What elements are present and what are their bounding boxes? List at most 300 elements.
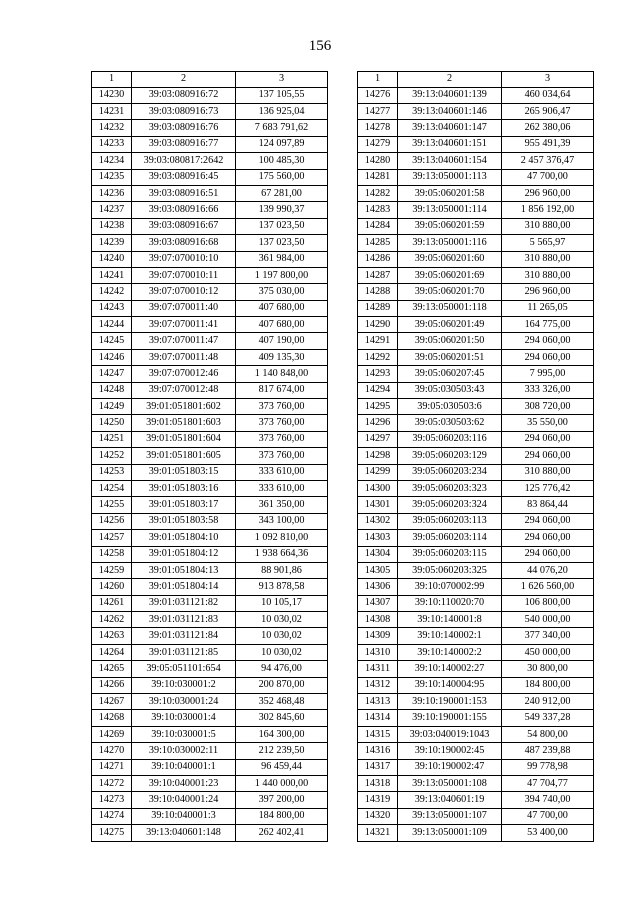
row-number-cell: 14316: [358, 743, 398, 759]
value-cell: 83 864,44: [502, 497, 594, 513]
row-number-cell: 14302: [358, 513, 398, 529]
cadastral-number-cell: 39:10:030001:5: [132, 726, 236, 742]
value-cell: 1 140 848,00: [236, 366, 328, 382]
row-number-cell: 14251: [92, 431, 132, 447]
table-row: [358, 120, 594, 136]
cadastral-number-cell: 39:03:080916:67: [132, 218, 236, 234]
table-row: [92, 513, 328, 529]
row-number-cell: 14304: [358, 546, 398, 562]
value-cell: 10 030,02: [236, 628, 328, 644]
row-number-cell: 14311: [358, 661, 398, 677]
cadastral-number-cell: 39:10:030001:2: [132, 677, 236, 693]
cadastral-number-cell: 39:13:050001:116: [398, 235, 502, 251]
value-cell: 373 760,00: [236, 415, 328, 431]
cadastral-number-cell: 39:05:030503:62: [398, 415, 502, 431]
cadastral-number-cell: 39:05:030503:43: [398, 382, 502, 398]
register-table-left: [91, 71, 328, 842]
table-row: [358, 562, 594, 578]
cadastral-number-cell: 39:13:040601:154: [398, 153, 502, 169]
value-cell: 450 000,00: [502, 644, 594, 660]
row-number-cell: 14238: [92, 218, 132, 234]
row-number-cell: 14256: [92, 513, 132, 529]
table-row: [358, 349, 594, 365]
cadastral-number-cell: 39:01:051803:17: [132, 497, 236, 513]
row-number-cell: 14278: [358, 120, 398, 136]
cadastral-number-cell: 39:13:050001:118: [398, 300, 502, 316]
value-cell: 7 683 791,62: [236, 120, 328, 136]
cadastral-number-cell: 39:05:060201:50: [398, 333, 502, 349]
cadastral-number-cell: 39:10:110020:70: [398, 595, 502, 611]
cadastral-number-cell: 39:10:140002:1: [398, 628, 502, 644]
row-number-cell: 14276: [358, 87, 398, 103]
cadastral-number-cell: 39:03:080817:2642: [132, 153, 236, 169]
cadastral-number-cell: 39:01:051803:15: [132, 464, 236, 480]
table-row: [358, 235, 594, 251]
row-number-cell: 14249: [92, 399, 132, 415]
table-row: [92, 103, 328, 119]
row-number-cell: 14314: [358, 710, 398, 726]
cadastral-number-cell: 39:03:080916:68: [132, 235, 236, 251]
cadastral-number-cell: 39:05:060203:115: [398, 546, 502, 562]
table-row: [92, 169, 328, 185]
table-row: [92, 792, 328, 808]
value-cell: 373 760,00: [236, 431, 328, 447]
table-row: [358, 513, 594, 529]
table-row: [92, 759, 328, 775]
table-row: [92, 218, 328, 234]
value-cell: 1 856 192,00: [502, 202, 594, 218]
table-row: [92, 399, 328, 415]
table-row: [358, 464, 594, 480]
cadastral-number-cell: 39:05:060203:324: [398, 497, 502, 513]
value-cell: 1 626 560,00: [502, 579, 594, 595]
row-number-cell: 14277: [358, 103, 398, 119]
row-number-cell: 14306: [358, 579, 398, 595]
row-number-cell: 14300: [358, 480, 398, 496]
row-number-cell: 14236: [92, 185, 132, 201]
value-cell: 294 060,00: [502, 513, 594, 529]
cadastral-number-cell: 39:05:060201:59: [398, 218, 502, 234]
value-cell: 817 674,00: [236, 382, 328, 398]
row-number-cell: 14237: [92, 202, 132, 218]
value-cell: 310 880,00: [502, 267, 594, 283]
row-number-cell: 14287: [358, 267, 398, 283]
value-cell: 124 097,89: [236, 136, 328, 152]
value-cell: 333 326,00: [502, 382, 594, 398]
table-row: [92, 366, 328, 382]
cadastral-number-cell: 39:13:040601:19: [398, 792, 502, 808]
table-row: [358, 694, 594, 710]
table-row: [358, 284, 594, 300]
table-row: [92, 415, 328, 431]
table-row: [92, 694, 328, 710]
cadastral-number-cell: 39:03:080916:77: [132, 136, 236, 152]
cadastral-number-cell: 39:13:040601:151: [398, 136, 502, 152]
column-header: 1: [92, 72, 132, 88]
table-row: [92, 267, 328, 283]
cadastral-number-cell: 39:10:140002:27: [398, 661, 502, 677]
table-row: [92, 825, 328, 841]
value-cell: 164 300,00: [236, 726, 328, 742]
table-row: [358, 661, 594, 677]
value-cell: 460 034,64: [502, 87, 594, 103]
cadastral-number-cell: 39:10:190002:47: [398, 759, 502, 775]
cadastral-number-cell: 39:07:070011:40: [132, 300, 236, 316]
cadastral-number-cell: 39:10:070002:99: [398, 579, 502, 595]
row-number-cell: 14246: [92, 349, 132, 365]
value-cell: 361 350,00: [236, 497, 328, 513]
cadastral-number-cell: 39:03:080916:66: [132, 202, 236, 218]
row-number-cell: 14290: [358, 317, 398, 333]
table-row: [358, 825, 594, 841]
row-number-cell: 14254: [92, 480, 132, 496]
value-cell: 137 105,55: [236, 87, 328, 103]
table-row: [92, 382, 328, 398]
row-number-cell: 14257: [92, 530, 132, 546]
table-row: [358, 480, 594, 496]
table-row: [92, 136, 328, 152]
cadastral-number-cell: 39:07:070012:48: [132, 382, 236, 398]
table-row: [358, 579, 594, 595]
cadastral-number-cell: 39:10:140002:2: [398, 644, 502, 660]
table-row: [92, 235, 328, 251]
table-row: [92, 153, 328, 169]
row-number-cell: 14272: [92, 776, 132, 792]
row-number-cell: 14250: [92, 415, 132, 431]
value-cell: 240 912,00: [502, 694, 594, 710]
table-row: [92, 333, 328, 349]
row-number-cell: 14281: [358, 169, 398, 185]
table-row: [92, 317, 328, 333]
value-cell: 296 960,00: [502, 185, 594, 201]
value-cell: 343 100,00: [236, 513, 328, 529]
value-cell: 7 995,00: [502, 366, 594, 382]
row-number-cell: 14259: [92, 562, 132, 578]
cadastral-number-cell: 39:07:070010:10: [132, 251, 236, 267]
value-cell: 10 030,02: [236, 612, 328, 628]
cadastral-number-cell: 39:01:031121:85: [132, 644, 236, 660]
value-cell: 407 680,00: [236, 317, 328, 333]
value-cell: 310 880,00: [502, 464, 594, 480]
value-cell: 10 105,17: [236, 595, 328, 611]
table-row: [92, 87, 328, 103]
cadastral-number-cell: 39:05:060203:323: [398, 480, 502, 496]
table-row: [358, 792, 594, 808]
table-row: [358, 743, 594, 759]
table-header-row: [92, 72, 328, 88]
cadastral-number-cell: 39:10:140001:8: [398, 612, 502, 628]
row-number-cell: 14255: [92, 497, 132, 513]
table-row: [358, 251, 594, 267]
row-number-cell: 14282: [358, 185, 398, 201]
row-number-cell: 14241: [92, 267, 132, 283]
value-cell: 1 092 810,00: [236, 530, 328, 546]
table-row: [92, 808, 328, 824]
row-number-cell: 14271: [92, 759, 132, 775]
cadastral-number-cell: 39:01:031121:83: [132, 612, 236, 628]
table-row: [358, 530, 594, 546]
value-cell: 333 610,00: [236, 480, 328, 496]
table-row: [358, 399, 594, 415]
value-cell: 67 281,00: [236, 185, 328, 201]
table-row: [358, 267, 594, 283]
row-number-cell: 14258: [92, 546, 132, 562]
table-row: [358, 808, 594, 824]
register-table-right: [357, 71, 594, 842]
cadastral-number-cell: 39:01:051801:604: [132, 431, 236, 447]
cadastral-number-cell: 39:10:190001:153: [398, 694, 502, 710]
table-row: [92, 743, 328, 759]
table-row: [358, 202, 594, 218]
value-cell: 1 440 000,00: [236, 776, 328, 792]
cadastral-number-cell: 39:01:051804:14: [132, 579, 236, 595]
value-cell: 10 030,02: [236, 644, 328, 660]
value-cell: 296 960,00: [502, 284, 594, 300]
value-cell: 184 800,00: [502, 677, 594, 693]
row-number-cell: 14262: [92, 612, 132, 628]
row-number-cell: 14232: [92, 120, 132, 136]
cadastral-number-cell: 39:13:050001:107: [398, 808, 502, 824]
row-number-cell: 14279: [358, 136, 398, 152]
cadastral-number-cell: 39:01:031121:82: [132, 595, 236, 611]
cadastral-number-cell: 39:03:040019:1043: [398, 726, 502, 742]
row-number-cell: 14301: [358, 497, 398, 513]
row-number-cell: 14231: [92, 103, 132, 119]
table-row: [92, 480, 328, 496]
value-cell: 302 845,60: [236, 710, 328, 726]
row-number-cell: 14248: [92, 382, 132, 398]
row-number-cell: 14261: [92, 595, 132, 611]
value-cell: 100 485,30: [236, 153, 328, 169]
row-number-cell: 14299: [358, 464, 398, 480]
cadastral-number-cell: 39:13:040601:148: [132, 825, 236, 841]
value-cell: 549 337,28: [502, 710, 594, 726]
table-row: [358, 644, 594, 660]
value-cell: 294 060,00: [502, 431, 594, 447]
table-row: [92, 595, 328, 611]
value-cell: 377 340,00: [502, 628, 594, 644]
table-row: [358, 333, 594, 349]
cadastral-number-cell: 39:03:080916:73: [132, 103, 236, 119]
cadastral-number-cell: 39:10:030001:4: [132, 710, 236, 726]
value-cell: 35 550,00: [502, 415, 594, 431]
row-number-cell: 14312: [358, 677, 398, 693]
value-cell: 310 880,00: [502, 251, 594, 267]
cadastral-number-cell: 39:07:070010:12: [132, 284, 236, 300]
cadastral-number-cell: 39:13:040601:147: [398, 120, 502, 136]
cadastral-number-cell: 39:05:060203:113: [398, 513, 502, 529]
table-row: [92, 431, 328, 447]
row-number-cell: 14296: [358, 415, 398, 431]
row-number-cell: 14230: [92, 87, 132, 103]
table-row: [92, 562, 328, 578]
value-cell: 540 000,00: [502, 612, 594, 628]
value-cell: 5 565,97: [502, 235, 594, 251]
row-number-cell: 14320: [358, 808, 398, 824]
row-number-cell: 14247: [92, 366, 132, 382]
cadastral-number-cell: 39:07:070011:41: [132, 317, 236, 333]
table-row: [92, 185, 328, 201]
table-row: [92, 677, 328, 693]
cadastral-number-cell: 39:10:030002:11: [132, 743, 236, 759]
row-number-cell: 14321: [358, 825, 398, 841]
table-row: [358, 136, 594, 152]
value-cell: 262 380,06: [502, 120, 594, 136]
table-row: [92, 448, 328, 464]
cadastral-number-cell: 39:10:190001:155: [398, 710, 502, 726]
value-cell: 375 030,00: [236, 284, 328, 300]
value-cell: 164 775,00: [502, 317, 594, 333]
table-row: [92, 546, 328, 562]
row-number-cell: 14310: [358, 644, 398, 660]
table-row: [358, 710, 594, 726]
table-row: [358, 218, 594, 234]
cadastral-number-cell: 39:01:051801:603: [132, 415, 236, 431]
row-number-cell: 14264: [92, 644, 132, 660]
value-cell: 212 239,50: [236, 743, 328, 759]
cadastral-number-cell: 39:05:030503:6: [398, 399, 502, 415]
value-cell: 47 704,77: [502, 776, 594, 792]
table-row: [358, 87, 594, 103]
value-cell: 106 800,00: [502, 595, 594, 611]
table-row: [92, 530, 328, 546]
table-row: [358, 546, 594, 562]
cadastral-number-cell: 39:10:040001:24: [132, 792, 236, 808]
row-number-cell: 14267: [92, 694, 132, 710]
row-number-cell: 14286: [358, 251, 398, 267]
value-cell: 175 560,00: [236, 169, 328, 185]
cadastral-number-cell: 39:03:080916:45: [132, 169, 236, 185]
cadastral-number-cell: 39:07:070012:46: [132, 366, 236, 382]
cadastral-number-cell: 39:13:050001:109: [398, 825, 502, 841]
table-row: [92, 612, 328, 628]
table-row: [358, 612, 594, 628]
cadastral-number-cell: 39:01:051804:12: [132, 546, 236, 562]
cadastral-number-cell: 39:07:070011:48: [132, 349, 236, 365]
value-cell: 352 468,48: [236, 694, 328, 710]
row-number-cell: 14283: [358, 202, 398, 218]
row-number-cell: 14305: [358, 562, 398, 578]
table-row: [92, 497, 328, 513]
table-row: [358, 103, 594, 119]
row-number-cell: 14239: [92, 235, 132, 251]
table-row: [92, 710, 328, 726]
row-number-cell: 14313: [358, 694, 398, 710]
value-cell: 308 720,00: [502, 399, 594, 415]
row-number-cell: 14317: [358, 759, 398, 775]
cadastral-number-cell: 39:10:040001:3: [132, 808, 236, 824]
value-cell: 200 870,00: [236, 677, 328, 693]
row-number-cell: 14240: [92, 251, 132, 267]
value-cell: 333 610,00: [236, 464, 328, 480]
row-number-cell: 14234: [92, 153, 132, 169]
value-cell: 47 700,00: [502, 169, 594, 185]
row-number-cell: 14315: [358, 726, 398, 742]
row-number-cell: 14297: [358, 431, 398, 447]
cadastral-number-cell: 39:13:040601:146: [398, 103, 502, 119]
cadastral-number-cell: 39:05:060201:51: [398, 349, 502, 365]
value-cell: 11 265,05: [502, 300, 594, 316]
table-row: [358, 776, 594, 792]
row-number-cell: 14284: [358, 218, 398, 234]
table-row: [358, 595, 594, 611]
value-cell: 125 776,42: [502, 480, 594, 496]
column-header: 1: [358, 72, 398, 88]
table-row: [92, 628, 328, 644]
table-row: [92, 726, 328, 742]
row-number-cell: 14289: [358, 300, 398, 316]
row-number-cell: 14285: [358, 235, 398, 251]
value-cell: 373 760,00: [236, 448, 328, 464]
row-number-cell: 14268: [92, 710, 132, 726]
cadastral-number-cell: 39:01:051801:605: [132, 448, 236, 464]
value-cell: 47 700,00: [502, 808, 594, 824]
table-row: [358, 628, 594, 644]
cadastral-number-cell: 39:10:030001:24: [132, 694, 236, 710]
cadastral-number-cell: 39:05:051101:654: [132, 661, 236, 677]
table-row: [358, 415, 594, 431]
cadastral-number-cell: 39:01:051803:58: [132, 513, 236, 529]
value-cell: 94 476,00: [236, 661, 328, 677]
table-row: [358, 169, 594, 185]
value-cell: 294 060,00: [502, 546, 594, 562]
value-cell: 53 400,00: [502, 825, 594, 841]
cadastral-number-cell: 39:10:040001:1: [132, 759, 236, 775]
row-number-cell: 14253: [92, 464, 132, 480]
row-number-cell: 14298: [358, 448, 398, 464]
column-header: 3: [236, 72, 328, 88]
row-number-cell: 14291: [358, 333, 398, 349]
cadastral-number-cell: 39:05:060207:45: [398, 366, 502, 382]
table-row: [358, 448, 594, 464]
table-row: [92, 300, 328, 316]
cadastral-number-cell: 39:05:060203:234: [398, 464, 502, 480]
cadastral-number-cell: 39:05:060203:325: [398, 562, 502, 578]
value-cell: 397 200,00: [236, 792, 328, 808]
row-number-cell: 14266: [92, 677, 132, 693]
cadastral-number-cell: 39:01:051804:10: [132, 530, 236, 546]
table-row: [92, 120, 328, 136]
table-header-row: [358, 72, 594, 88]
table-row: [358, 431, 594, 447]
page-number: 156: [308, 38, 332, 54]
row-number-cell: 14244: [92, 317, 132, 333]
cadastral-number-cell: 39:03:080916:72: [132, 87, 236, 103]
column-header: 2: [398, 72, 502, 88]
value-cell: 184 800,00: [236, 808, 328, 824]
column-header: 2: [132, 72, 236, 88]
value-cell: 136 925,04: [236, 103, 328, 119]
cadastral-number-cell: 39:05:060201:49: [398, 317, 502, 333]
table-row: [92, 349, 328, 365]
value-cell: 294 060,00: [502, 448, 594, 464]
cadastral-number-cell: 39:07:070011:47: [132, 333, 236, 349]
value-cell: 361 984,00: [236, 251, 328, 267]
value-cell: 373 760,00: [236, 399, 328, 415]
value-cell: 139 990,37: [236, 202, 328, 218]
row-number-cell: 14309: [358, 628, 398, 644]
row-number-cell: 14318: [358, 776, 398, 792]
cadastral-number-cell: 39:10:190002:45: [398, 743, 502, 759]
value-cell: 1 197 800,00: [236, 267, 328, 283]
row-number-cell: 14273: [92, 792, 132, 808]
row-number-cell: 14260: [92, 579, 132, 595]
row-number-cell: 14280: [358, 153, 398, 169]
cadastral-number-cell: 39:10:140004:95: [398, 677, 502, 693]
table-row: [92, 661, 328, 677]
row-number-cell: 14294: [358, 382, 398, 398]
row-number-cell: 14308: [358, 612, 398, 628]
